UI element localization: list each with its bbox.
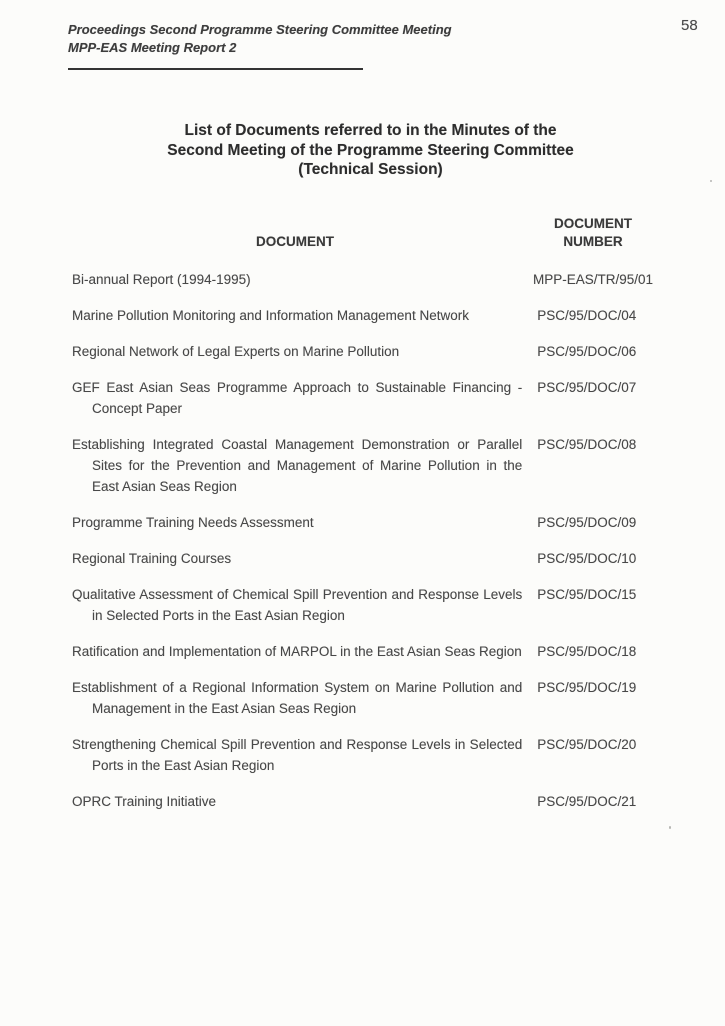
document-number-cell: PSC/95/DOC/06 <box>537 344 637 359</box>
scan-speck <box>669 826 671 829</box>
document-number-cell: PSC/95/DOC/18 <box>537 644 637 659</box>
table-header-row <box>72 215 653 251</box>
column-header-document-number-line2: NUMBER <box>563 234 623 249</box>
table-row <box>72 341 653 362</box>
table-row <box>72 269 653 290</box>
document-title-cell: Regional Network of Legal Experts on Marine Pollution <box>72 344 400 359</box>
page-title <box>8 121 725 180</box>
document-title-cell: Programme Training Needs Assessment <box>72 515 314 530</box>
page-title-line3: (Technical Session) <box>298 161 443 178</box>
page-title-line2: Second Meeting of the Programme Steering Committee <box>167 141 574 159</box>
table-row <box>72 377 653 419</box>
document-title-cell: Strengthening Chemical Spill Prevention and Response Levels in Selected Ports in the East Asian Region <box>72 737 523 773</box>
running-header-line2: MPP-EAS Meeting Report 2 <box>68 40 237 55</box>
table-row <box>72 434 653 497</box>
table-row <box>72 677 653 719</box>
document-number-cell: PSC/95/DOC/07 <box>537 380 637 395</box>
document-title-cell: Bi-annual Report (1994-1995) <box>72 272 251 287</box>
document-title-cell: Ratification and Implementation of MARPOL in the East Asian Seas Region <box>72 644 522 659</box>
column-header-document: DOCUMENT <box>256 234 334 249</box>
document-number-cell: PSC/95/DOC/10 <box>537 551 637 566</box>
table-row <box>72 791 653 812</box>
page-number: 58 <box>681 17 698 34</box>
table-row <box>72 641 653 662</box>
document-title-cell: Regional Training Courses <box>72 551 232 566</box>
table-row <box>72 548 653 569</box>
page-title-line1: List of Documents referred to in the Minutes of the <box>184 122 557 139</box>
document-title-cell: GEF East Asian Seas Programme Approach to Sustainable Financing - Concept Paper <box>72 380 523 416</box>
column-header-document-number-line1: DOCUMENT <box>554 216 632 231</box>
document-number-cell: PSC/95/DOC/09 <box>537 515 637 530</box>
document-number-cell: PSC/95/DOC/20 <box>537 737 637 752</box>
document-number-cell: PSC/95/DOC/19 <box>537 680 637 695</box>
document-list-table <box>72 215 653 827</box>
document-number-cell: MPP-EAS/TR/95/01 <box>533 272 654 287</box>
document-number-cell: PSC/95/DOC/15 <box>537 587 637 602</box>
running-header-line1: Proceedings Second Programme Steering Committee Meeting <box>68 22 452 37</box>
column-header-document-number <box>533 215 653 251</box>
running-header <box>68 21 452 57</box>
document-number-cell: PSC/95/DOC/04 <box>537 308 637 323</box>
table-row <box>72 584 653 626</box>
document-title-cell: Establishment of a Regional Information System on Marine Pollution and Management in the East Asian Seas Region <box>72 680 523 716</box>
table-row <box>72 734 653 776</box>
document-title-cell: Establishing Integrated Coastal Management Demonstration or Parallel Sites for the Prevention and Management of Marine Pollution in the East Asian Seas Region <box>72 437 523 494</box>
table-row <box>72 512 653 533</box>
document-number-cell: PSC/95/DOC/21 <box>537 794 637 809</box>
document-title-cell: OPRC Training Initiative <box>72 794 217 809</box>
document-title-cell: Marine Pollution Monitoring and Information Management Network <box>72 308 469 323</box>
header-rule <box>68 68 363 70</box>
document-number-cell: PSC/95/DOC/08 <box>537 437 637 452</box>
document-title-cell: Qualitative Assessment of Chemical Spill Prevention and Response Levels in Selected Ports in the East Asian Region <box>72 587 523 623</box>
scan-speck <box>710 180 712 182</box>
table-row <box>72 305 653 326</box>
